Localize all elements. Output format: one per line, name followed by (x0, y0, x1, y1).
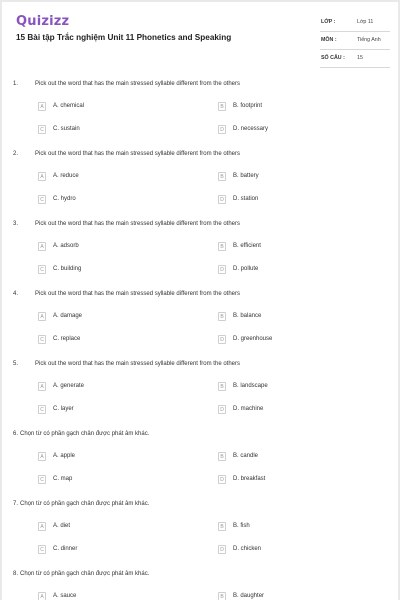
meta-info (320, 14, 390, 68)
question-list (2, 78, 398, 600)
option-letter-box: C (38, 545, 46, 554)
option-letter-box: D (218, 195, 226, 204)
option-text: C. hydro (53, 196, 76, 202)
option-letter-box: B (218, 382, 226, 391)
question-text: Pick out the word that has the main stressed syllable different from the others (35, 291, 240, 297)
option-text: B. fish (233, 523, 250, 529)
meta-key: MÔN : (321, 37, 337, 43)
option-letter-box: A (38, 312, 46, 321)
option-text: A. diet (53, 523, 71, 529)
option-text: B. battery (233, 173, 259, 179)
meta-row-class (320, 14, 390, 32)
question-number: 8. (13, 571, 19, 577)
option-text: B. efficient (233, 243, 261, 249)
question-item (2, 288, 398, 358)
option-text: A. chemical (53, 103, 85, 109)
option-letter-box: B (218, 592, 226, 600)
option-text: D. pollute (233, 266, 259, 272)
question-item (2, 498, 398, 568)
question-number: 3. (13, 221, 19, 227)
question-item (2, 428, 398, 498)
option-text: B. daughter (233, 593, 265, 599)
question-item (2, 358, 398, 428)
option-text: C. replace (53, 336, 81, 342)
option-letter-box: A (38, 592, 46, 600)
option-text: B. footprint (233, 103, 263, 109)
option-letter-box: B (218, 102, 226, 111)
option-letter-box: D (218, 335, 226, 344)
meta-value: Lớp 11 (357, 19, 374, 25)
question-number: 4. (13, 291, 19, 297)
option-text: A. sauce (53, 593, 77, 599)
option-text: D. necessary (233, 126, 269, 132)
question-text: Pick out the word that has the main stressed syllable different from the others (35, 221, 240, 227)
question-number: 1. (13, 81, 19, 87)
option-letter-box: A (38, 172, 46, 181)
option-text: C. map (53, 476, 73, 482)
meta-row-count (320, 50, 390, 68)
question-text: Chọn từ có phần gạch chân được phát âm khác. (20, 571, 150, 577)
option-letter-box: C (38, 335, 46, 344)
option-letter-box: A (38, 452, 46, 461)
option-text: D. breakfast (233, 476, 266, 482)
option-letter-box: C (38, 405, 46, 414)
option-letter-box: D (218, 125, 226, 134)
option-letter-box: A (38, 382, 46, 391)
option-letter-box: C (38, 475, 46, 484)
option-letter-box: A (38, 522, 46, 531)
worksheet-page (2, 2, 398, 600)
question-number: 6. (13, 431, 19, 437)
option-text: B. candle (233, 453, 259, 459)
option-letter-box: C (38, 265, 46, 274)
question-item (2, 568, 398, 600)
option-text: D. greenhouse (233, 336, 273, 342)
option-text: A. generate (53, 383, 85, 389)
meta-value: Tiếng Anh (357, 37, 381, 43)
option-text: A. apple (53, 453, 76, 459)
option-text: A. damage (53, 313, 83, 319)
option-letter-box: D (218, 475, 226, 484)
question-text: Chọn từ có phần gạch chân được phát âm khác. (20, 501, 150, 507)
option-text: C. layer (53, 406, 74, 412)
question-text: Chọn từ có phần gạch chân được phát âm khác. (20, 431, 150, 437)
option-letter-box: B (218, 312, 226, 321)
option-letter-box: B (218, 172, 226, 181)
question-item (2, 78, 398, 148)
option-letter-box: D (218, 265, 226, 274)
option-text: A. adsorb (53, 243, 79, 249)
worksheet-header (2, 2, 398, 72)
option-text: C. sustain (53, 126, 80, 132)
option-text: B. balance (233, 313, 262, 319)
page-title: 15 Bài tập Trắc nghiệm Unit 11 Phonetics and Speaking (16, 33, 232, 42)
option-text: C. building (53, 266, 82, 272)
option-letter-box: D (218, 545, 226, 554)
option-text: B. landscape (233, 383, 268, 389)
question-text: Pick out the word that has the main stressed syllable different from the others (35, 151, 240, 157)
option-text: D. station (233, 196, 259, 202)
option-text: D. chicken (233, 546, 262, 552)
option-text: D. machine (233, 406, 264, 412)
question-number: 2. (13, 151, 19, 157)
question-number: 7. (13, 501, 19, 507)
option-letter-box: B (218, 452, 226, 461)
meta-row-subject (320, 32, 390, 50)
meta-key: SỐ CÂU : (321, 55, 345, 61)
option-text: C. dinner (53, 546, 78, 552)
option-letter-box: B (218, 242, 226, 251)
quizizz-logo: Quizizz (16, 14, 70, 29)
option-letter-box: D (218, 405, 226, 414)
question-item (2, 218, 398, 288)
meta-key: LỚP : (321, 19, 336, 25)
question-number: 5. (13, 361, 19, 367)
option-letter-box: B (218, 522, 226, 531)
option-letter-box: C (38, 125, 46, 134)
question-text: Pick out the word that has the main stressed syllable different from the others (35, 81, 240, 87)
option-text: A. reduce (53, 173, 79, 179)
question-text: Pick out the word that has the main stressed syllable different from the others (35, 361, 240, 367)
option-letter-box: A (38, 102, 46, 111)
option-letter-box: A (38, 242, 46, 251)
meta-value: 15 (357, 55, 363, 61)
question-item (2, 148, 398, 218)
option-letter-box: C (38, 195, 46, 204)
